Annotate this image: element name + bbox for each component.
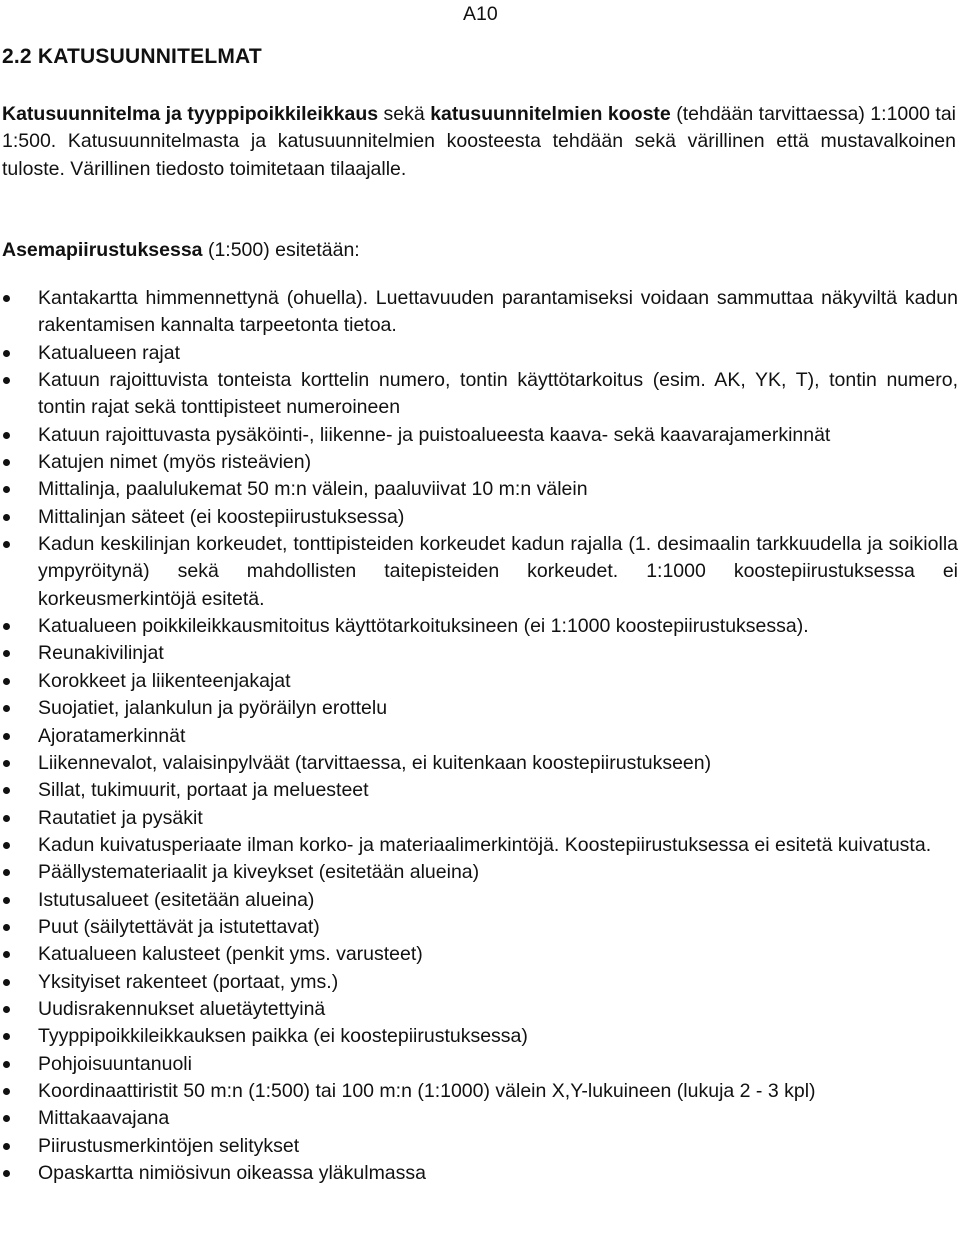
list-item <box>0 422 958 449</box>
list-item-text: Päällystemateriaalit ja kiveykset (esitetään alueina) <box>38 861 480 884</box>
bullet-icon <box>3 1061 10 1068</box>
bullet-icon <box>3 897 10 904</box>
bullet-icon <box>3 951 10 958</box>
list-item-text: Kadun kuivatusperiaate ilman korko- ja materiaalimerkintöjä. Koostepiirustuksessa ei esitetä kuivatusta. <box>38 833 932 856</box>
list-item-text: Reunakivilinjat <box>38 642 164 665</box>
list-item <box>0 1160 958 1187</box>
list-item <box>0 367 958 422</box>
bullet-icon <box>3 979 10 986</box>
bullet-icon <box>3 650 10 657</box>
bullet-icon <box>3 514 10 521</box>
list-item-text: Liikennevalot, valaisinpylväät (tarvittaessa, ei kuitenkaan koostepiirustukseen) <box>38 751 712 774</box>
list-item-text: Kantakartta himmennettynä (ohuella). Luettavuuden parantamiseksi voidaan sammuttaa näkyviltä kadun rakentamisen kannalta tarpeetonta tietoa. <box>38 287 958 337</box>
bullet-icon <box>3 459 10 466</box>
requirement-list <box>0 285 958 1187</box>
list-item-text: Kadun keskilinjan korkeudet, tonttipisteiden korkeudet kadun rajalla (1. desimaalin tarkkuudella ja soikiolla ympyröitynä) sekä mahdollisten taitepisteiden korkeudet. 1:1000 koostepiirustuksessa ei korkeusmerkintöjä esitetä. <box>38 533 958 610</box>
list-item <box>0 449 958 476</box>
list-item <box>0 1105 958 1132</box>
list-item <box>0 832 958 859</box>
list-item <box>0 750 958 777</box>
list-item-text: Katualueen rajat <box>38 341 181 364</box>
bullet-icon <box>3 787 10 794</box>
list-item <box>0 476 958 503</box>
bullet-icon <box>3 678 10 685</box>
list-item-text: Pohjoisuuntanuoli <box>38 1052 192 1075</box>
bullet-icon <box>3 432 10 439</box>
list-item-text: Mittalinjan säteet (ei koostepiirustuksessa) <box>38 505 405 528</box>
page-code: A10 <box>463 3 498 25</box>
bullet-icon <box>3 815 10 822</box>
list-item <box>0 723 958 750</box>
bullet-icon <box>3 869 10 876</box>
list-item-text: Katualueen kalusteet (penkit yms. varusteet) <box>38 943 423 966</box>
list-item-text: Ajoratamerkinnät <box>38 724 186 747</box>
bullet-icon <box>3 486 10 493</box>
list-item <box>0 969 958 996</box>
bullet-icon <box>3 623 10 630</box>
list-item <box>0 1023 958 1050</box>
list-item <box>0 887 958 914</box>
intro-text-1: sekä <box>378 103 431 125</box>
list-item-text: Katuun rajoittuvista tonteista korttelin numero, tontin käyttötarkoitus (esim. AK, YK, T), tontin numero, tontin rajat sekä tonttipisteet numeroineen <box>38 369 958 419</box>
bullet-icon <box>3 1033 10 1040</box>
list-item <box>0 996 958 1023</box>
bullet-icon <box>3 760 10 767</box>
list-item <box>0 1133 958 1160</box>
bullet-icon <box>3 377 10 384</box>
list-item <box>0 640 958 667</box>
bullet-icon <box>3 1143 10 1150</box>
list-item <box>0 531 958 613</box>
list-item <box>0 340 958 367</box>
list-item-text: Katualueen poikkileikkausmitoitus käyttötarkoituksineen (ei 1:1000 koostepiirustuksessa). <box>38 615 809 638</box>
bullet-icon <box>3 1170 10 1177</box>
subheading-bold: Asemapiirustuksessa <box>2 239 203 261</box>
list-item-text: Rautatiet ja pysäkit <box>38 806 203 829</box>
list-item-text: Katujen nimet (myös risteävien) <box>38 451 312 474</box>
list-item-text: Piirustusmerkintöjen selitykset <box>38 1134 300 1157</box>
list-item <box>0 695 958 722</box>
list-item <box>0 613 958 640</box>
list-item-text: Katuun rajoittuvasta pysäköinti-, liikenne- ja puistoalueesta kaava- sekä kaavarajamerkinnät <box>38 423 831 446</box>
list-item <box>0 1078 958 1105</box>
subheading-rest: (1:500) esitetään: <box>202 239 360 261</box>
bullet-icon <box>3 350 10 357</box>
list-item <box>0 914 958 941</box>
list-item <box>0 859 958 886</box>
list-item <box>0 504 958 531</box>
intro-text-2: (tehdään tarvittaessa) 1:1000 tai 1:500. Katusuunnitelmasta ja katusuunnitelmien koosteesta tehdään sekä värillinen että mustavalkoinen tuloste. Värillinen tiedosto toimitetaan tilaajalle. <box>2 103 956 180</box>
bullet-icon <box>3 295 10 302</box>
list-item-text: Yksityiset rakenteet (portaat, yms.) <box>38 970 339 993</box>
bullet-icon <box>3 1115 10 1122</box>
list-item <box>0 805 958 832</box>
list-item-text: Sillat, tukimuurit, portaat ja meluesteet <box>38 779 369 802</box>
list-item-text: Tyyppipoikkileikkauksen paikka (ei koostepiirustuksessa) <box>38 1025 528 1048</box>
list-item-text: Puut (säilytettävät ja istutettavat) <box>38 915 320 938</box>
list-item-text: Koordinaattiristit 50 m:n (1:500) tai 100 m:n (1:1000) välein X,Y-lukuineen (lukuja 2 - 3 kpl) <box>38 1079 816 1102</box>
list-item <box>0 285 958 340</box>
list-item-text: Opaskartta nimiösivun oikeassa yläkulmassa <box>38 1162 427 1184</box>
bullet-icon <box>3 541 10 548</box>
list-item <box>0 941 958 968</box>
bullet-icon <box>3 1088 10 1095</box>
list-item-text: Mittakaavajana <box>38 1107 170 1130</box>
subheading <box>2 237 360 264</box>
intro-bold-term-1: Katusuunnitelma ja tyyppipoikkileikkaus <box>2 103 379 125</box>
list-item-text: Uudisrakennukset aluetäytettyinä <box>38 997 326 1020</box>
intro-paragraph <box>2 101 956 183</box>
bullet-icon <box>3 1006 10 1013</box>
bullet-icon <box>3 842 10 849</box>
list-item <box>0 668 958 695</box>
list-item-text: Korokkeet ja liikenteenjakajat <box>38 669 291 692</box>
list-item-text: Mittalinja, paalulukemat 50 m:n välein, paaluviivat 10 m:n välein <box>38 478 588 501</box>
list-item <box>0 777 958 804</box>
bullet-icon <box>3 733 10 740</box>
list-item-text: Suojatiet, jalankulun ja pyöräilyn erottelu <box>38 697 388 720</box>
bullet-icon <box>3 924 10 931</box>
section-title: 2.2 KATUSUUNNITELMAT <box>2 45 262 68</box>
intro-bold-term-2: katusuunnitelmien kooste <box>430 103 671 125</box>
list-item <box>0 1051 958 1078</box>
list-item-text: Istutusalueet (esitetään alueina) <box>38 888 315 911</box>
bullet-icon <box>3 705 10 712</box>
